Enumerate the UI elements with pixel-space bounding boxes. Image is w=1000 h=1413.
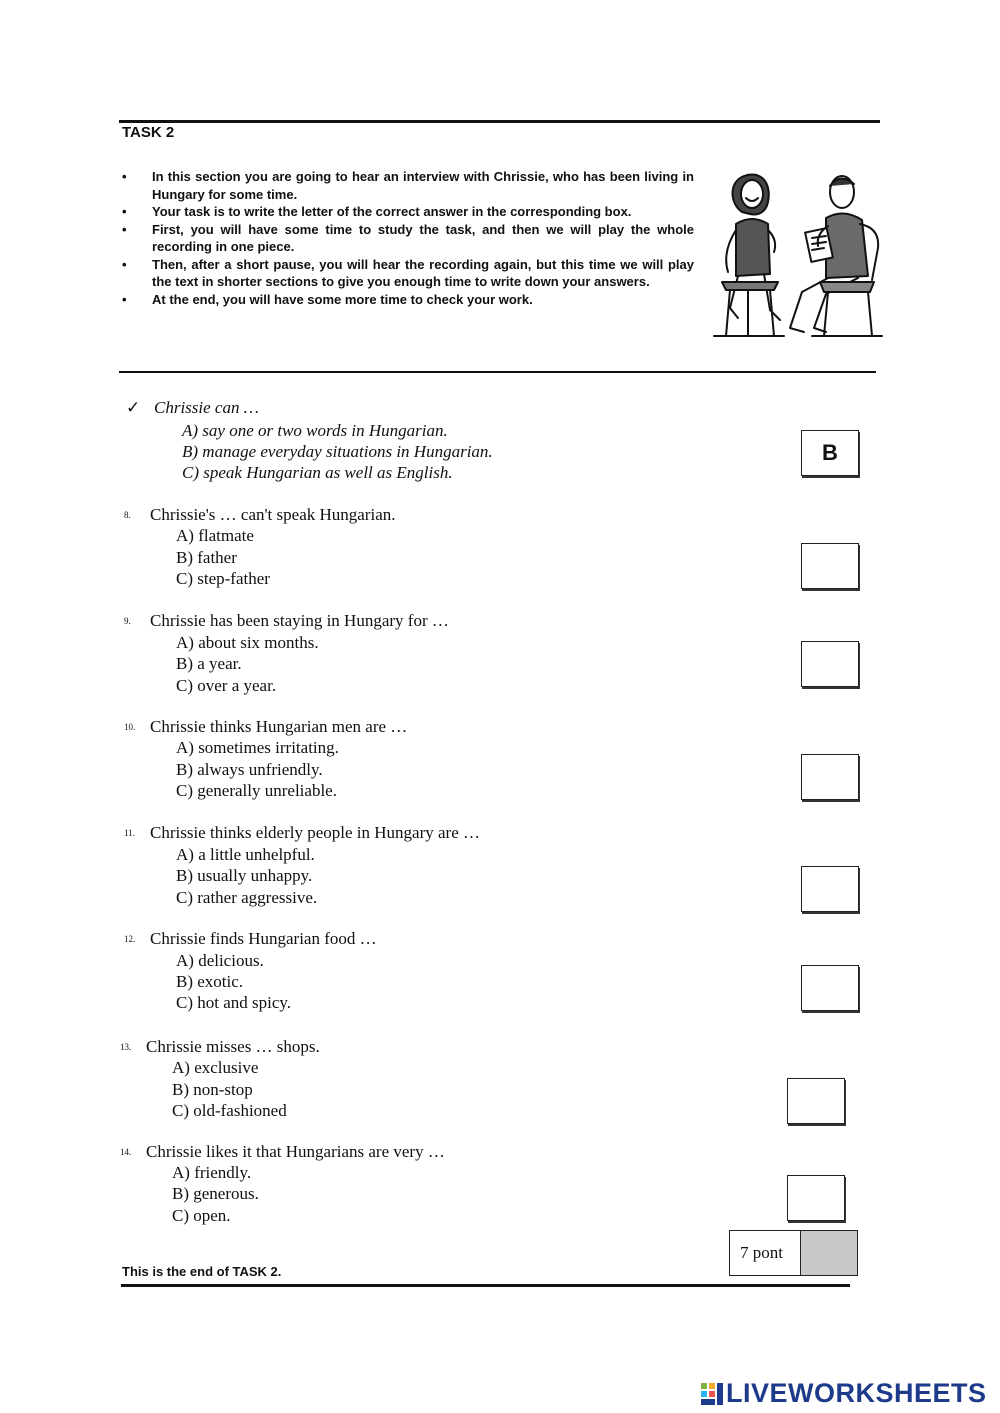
- score-cell: [801, 1231, 857, 1275]
- question-stem: 11. Chrissie thinks elderly people in Hungary are …: [124, 823, 481, 842]
- question-option: A) delicious.: [176, 951, 264, 970]
- question-number: 12.: [124, 934, 136, 944]
- answer-box-12[interactable]: [801, 965, 859, 1011]
- bullet-icon: •: [122, 221, 127, 237]
- example-option: B) manage everyday situations in Hungarian.: [182, 442, 493, 461]
- question-number: 14.: [120, 1147, 132, 1157]
- answer-box-8[interactable]: [801, 543, 859, 589]
- bullet-icon: •: [122, 291, 127, 307]
- answer-box-9[interactable]: [801, 641, 859, 687]
- question-number: 9.: [124, 616, 131, 626]
- bullet-icon: •: [122, 169, 127, 184]
- score-box: [729, 1230, 858, 1276]
- example-option: C) speak Hungarian as well as English.: [182, 463, 453, 482]
- interview-illustration: [708, 168, 884, 344]
- brand-name: LIVEWORKSHEETS: [726, 1378, 987, 1408]
- bullet-icon: •: [122, 204, 127, 219]
- question-option: A) friendly.: [172, 1163, 252, 1182]
- instruction-item: • At the end, you will have some more time to check your work.: [122, 291, 533, 307]
- answer-box-10[interactable]: [801, 754, 859, 800]
- instruction-item: • First, you will have some time to study the task, and then we will play the whole recording in one piece.: [122, 221, 694, 254]
- question-option: A) about six months.: [176, 633, 319, 652]
- question-number: 8.: [124, 510, 131, 520]
- question-option: B) usually unhappy.: [176, 866, 313, 885]
- question-option: A) a little unhelpful.: [176, 845, 315, 864]
- instructions-list: [122, 168, 694, 308]
- end-of-task-text: This is the end of TASK 2.: [122, 1264, 282, 1279]
- question-number: 13.: [120, 1042, 132, 1052]
- section-rule: [119, 371, 876, 373]
- answer-box-11[interactable]: [801, 866, 859, 912]
- question-option: A) exclusive: [172, 1058, 259, 1077]
- bullet-icon: •: [122, 256, 127, 272]
- answer-box-14[interactable]: [787, 1175, 845, 1221]
- question-option: C) old-fashioned: [172, 1101, 287, 1120]
- question-stem: 14. Chrissie likes it that Hungarians are very …: [120, 1142, 445, 1161]
- liveworksheets-logo: [700, 1378, 987, 1409]
- question-option: C) open.: [172, 1206, 231, 1225]
- question-number: 10.: [124, 722, 136, 732]
- example-stem: ✓ Chrissie can …: [126, 398, 259, 417]
- question-option: C) over a year.: [176, 676, 277, 695]
- question-option: A) sometimes irritating.: [176, 738, 339, 757]
- question-stem: 12. Chrissie finds Hungarian food …: [124, 929, 377, 948]
- question-option: B) exotic.: [176, 972, 244, 991]
- task-title: TASK 2: [122, 124, 175, 141]
- question-option: B) a year.: [176, 654, 242, 673]
- bottom-rule: [121, 1284, 850, 1287]
- question-option: B) non-stop: [172, 1080, 253, 1099]
- question-option: C) hot and spicy.: [176, 993, 292, 1012]
- question-number: 11.: [124, 828, 135, 838]
- question-option: B) father: [176, 548, 237, 567]
- question-option: B) generous.: [172, 1184, 259, 1203]
- question-stem: 9. Chrissie has been staying in Hungary for …: [124, 611, 449, 630]
- question-option: C) step-father: [176, 569, 270, 588]
- question-option: C) rather aggressive.: [176, 888, 318, 907]
- question-option: C) generally unreliable.: [176, 781, 337, 800]
- question-option: B) always unfriendly.: [176, 760, 323, 779]
- instruction-item: • Your task is to write the letter of the correct answer in the corresponding box.: [122, 204, 632, 219]
- answer-box-13[interactable]: [787, 1078, 845, 1124]
- example-answer-box: B: [801, 430, 859, 476]
- top-rule: [119, 120, 880, 123]
- question-stem: 13. Chrissie misses … shops.: [120, 1037, 320, 1056]
- logo-icon: [700, 1382, 724, 1406]
- instruction-item: • Then, after a short pause, you will hear the recording again, but this time we will play the text in shorter sections to give you enough time to write down your answers.: [122, 256, 694, 289]
- score-label: 7 pont: [730, 1231, 801, 1275]
- instruction-item: • In this section you are going to hear an interview with Chrissie, who has been living in Hungary for some time.: [122, 169, 694, 202]
- question-stem: 8. Chrissie's … can't speak Hungarian.: [124, 505, 396, 524]
- check-icon: ✓: [126, 398, 141, 417]
- question-stem: 10. Chrissie thinks Hungarian men are …: [124, 717, 408, 736]
- example-option: A) say one or two words in Hungarian.: [182, 421, 448, 440]
- question-option: A) flatmate: [176, 526, 254, 545]
